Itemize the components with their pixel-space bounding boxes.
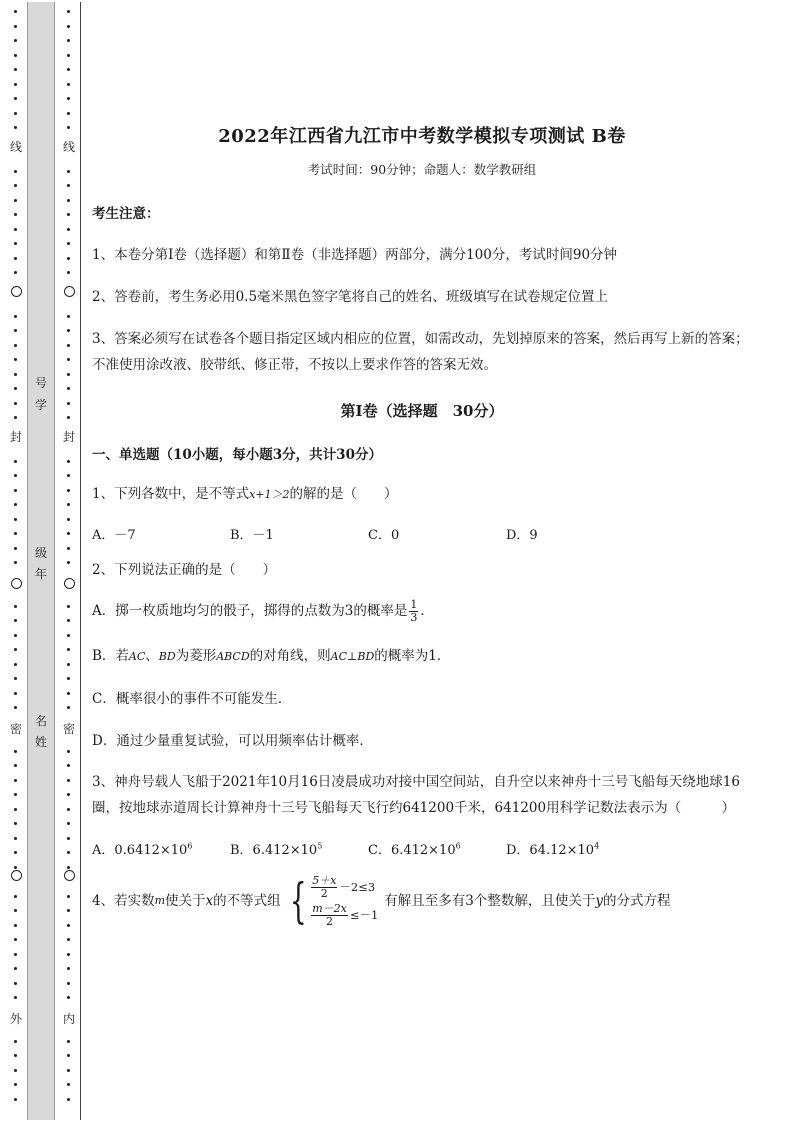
- exam-info: 考试时间：90分钟；命题人：数学教研组: [307, 162, 537, 177]
- margin-dot: [67, 68, 70, 71]
- strip-label-xue: 学: [34, 398, 47, 412]
- margin-dot: [14, 677, 17, 680]
- margin-dot: [14, 54, 17, 57]
- margin-dot: [67, 938, 70, 941]
- inner-dotted-line: [63, 6, 75, 1117]
- margin-dot: [14, 851, 17, 854]
- margin-dot: [67, 822, 70, 825]
- margin-dot: [14, 1054, 17, 1057]
- notice-heading: 考生注意：: [92, 206, 160, 222]
- inner-margin-char: 密: [63, 722, 76, 736]
- margin-dot: [67, 1054, 70, 1057]
- margin-dot: [67, 677, 70, 680]
- binding-hole-icon: [11, 870, 22, 881]
- strip-label-hao: 号: [34, 376, 47, 390]
- notice-item-3: 3、答案必须写在试卷各个题目指定区域内相应的位置，如需改动，先划掉原来的答案，然后再写上新的答案；不准使用涂改液、胶带纸、修正带，不按以上要求作答的答案无效。: [92, 331, 749, 373]
- q2-option-b[interactable]: B．若AC、BD为菱形ABCD的对角线，则AC⊥BD的概率为1．: [92, 648, 451, 664]
- margin-dot: [67, 663, 70, 666]
- margin-dot: [14, 126, 17, 129]
- margin-dot: [67, 1083, 70, 1086]
- binding-hole-icon: [11, 578, 22, 589]
- question-3: 3、神舟号载人飞船于2021年10月16日凌晨成功对接中国空间站，自升空以来神舟十三号飞船每天绕地球16圈，按地球赤道周长计算神舟十三号飞船每天飞行约641200千米，641200用科学记数法表示为（ ）: [92, 774, 740, 816]
- margin-dot: [67, 184, 70, 187]
- margin-dot: [14, 10, 17, 13]
- margin-dot: [14, 213, 17, 216]
- outer-margin-char: 密: [10, 722, 23, 736]
- margin-dot: [14, 953, 17, 956]
- margin-dot: [67, 924, 70, 927]
- margin-dot: [14, 518, 17, 521]
- margin-dot: [14, 387, 17, 390]
- question-2: 2、下列说法正确的是（ ）: [92, 562, 277, 578]
- notice-item-2: 2、答卷前，考生务必用0.5毫米黑色签字笔将自己的姓名、班级填写在试卷规定位置上: [92, 289, 609, 305]
- margin-dot: [14, 503, 17, 506]
- q2-option-a[interactable]: A．掷一枚质地均匀的骰子，掷得的点数为3的概率是 $\frac{1}{3}$ ．: [92, 598, 434, 624]
- margin-dot: [67, 54, 70, 57]
- margin-dot: [14, 271, 17, 274]
- binding-hole-icon: [64, 578, 75, 589]
- margin-dot: [67, 982, 70, 985]
- margin-dot: [67, 416, 70, 419]
- margin-dot: [67, 1098, 70, 1101]
- part-title: 一、单选题（10小题，每小题3分，共计30分）: [92, 447, 382, 463]
- margin-dot: [67, 648, 70, 651]
- margin-dot: [14, 344, 17, 347]
- strip-label-ming: 名: [34, 714, 47, 728]
- margin-dot: [67, 851, 70, 854]
- q2-option-a-text: A．掷一枚质地均匀的骰子，掷得的点数为3的概率是: [92, 603, 408, 619]
- binding-hole-icon: [64, 870, 75, 881]
- margin-dot: [67, 518, 70, 521]
- inner-margin-char: 内: [63, 1012, 76, 1026]
- margin-dot: [67, 39, 70, 42]
- margin-dot: [67, 257, 70, 260]
- margin-dot: [67, 387, 70, 390]
- margin-dot: [67, 634, 70, 637]
- margin-dot: [14, 1098, 17, 1101]
- inner-margin-char: 封: [63, 430, 76, 444]
- margin-dot: [14, 184, 17, 187]
- margin-dot: [14, 663, 17, 666]
- notice-item-1: 1、本卷分第Ⅰ卷（选择题）和第Ⅱ卷（非选择题）两部分，满分100分，考试时间90分钟: [92, 247, 618, 263]
- exam-content: [92, 118, 752, 928]
- margin-dot: [14, 83, 17, 86]
- margin-dot: [67, 793, 70, 796]
- margin-dot: [67, 358, 70, 361]
- margin-dot: [67, 112, 70, 115]
- margin-dot: [14, 750, 17, 753]
- margin-dot: [14, 967, 17, 970]
- margin-dot: [14, 634, 17, 637]
- question-1: [92, 481, 752, 508]
- q2-option-d[interactable]: D．通过少量重复试验，可以用频率估计概率．: [92, 733, 373, 749]
- q1-option-d[interactable]: D．9: [506, 528, 538, 543]
- q1-stem-a: 1、下列各数中，是不等式: [92, 486, 250, 502]
- margin-dot: [14, 39, 17, 42]
- margin-dot: [67, 170, 70, 173]
- margin-dot: [14, 68, 17, 71]
- margin-dot: [67, 692, 70, 695]
- margin-dot: [14, 648, 17, 651]
- margin-dot: [14, 489, 17, 492]
- margin-dot: [67, 126, 70, 129]
- q1-expression: x+1＞2: [249, 488, 290, 501]
- margin-dot: [14, 460, 17, 463]
- margin-dot: [67, 750, 70, 753]
- q1-option-b[interactable]: B．－1: [230, 528, 274, 543]
- q3-option-d[interactable]: D．$64.12\times 10^4$: [506, 841, 600, 858]
- margin-dot: [14, 808, 17, 811]
- margin-dot: [67, 967, 70, 970]
- binding-hole-icon: [64, 286, 75, 297]
- page-title: 2022年江西省九江市中考数学模拟专项测试 B卷: [218, 126, 626, 147]
- margin-dot: [67, 866, 70, 869]
- margin-dot: [14, 112, 17, 115]
- outer-margin-char: 外: [10, 1012, 23, 1026]
- q3-option-a[interactable]: A．$0.6412\times 10^6$: [92, 841, 193, 858]
- margin-dot: [14, 1040, 17, 1043]
- strip-label-ji: 级: [34, 546, 47, 560]
- margin-dot: [14, 315, 17, 318]
- margin-dot: [67, 271, 70, 274]
- margin-dot: [67, 83, 70, 86]
- margin-dot: [14, 982, 17, 985]
- q1-options: [92, 524, 752, 543]
- margin-dot: [67, 460, 70, 463]
- margin-dot: [14, 228, 17, 231]
- margin-dot: [14, 895, 17, 898]
- margin-dot: [14, 866, 17, 869]
- strip-label-nian: 年: [34, 567, 47, 581]
- margin-dot: [14, 822, 17, 825]
- q1-stem-b: 的解的是（ ）: [289, 486, 398, 502]
- margin-dot: [67, 619, 70, 622]
- margin-dot: [14, 779, 17, 782]
- binding-hole-icon: [11, 286, 22, 297]
- margin-dot: [67, 373, 70, 376]
- margin-dot: [67, 315, 70, 318]
- margin-dot: [67, 779, 70, 782]
- margin-dot: [14, 1083, 17, 1086]
- margin-dot: [67, 561, 70, 564]
- margin-dot: [67, 503, 70, 506]
- inner-margin-char: 线: [63, 140, 76, 154]
- margin-dot: [14, 605, 17, 608]
- inequality-system: [283, 874, 379, 928]
- margin-dot: [14, 619, 17, 622]
- margin-dot: [14, 793, 17, 796]
- margin-dot: [14, 561, 17, 564]
- student-info-strip: [27, 2, 55, 1120]
- margin-dot: [14, 692, 17, 695]
- margin-dot: [67, 199, 70, 202]
- margin-dot: [14, 996, 17, 999]
- margin-dot: [67, 605, 70, 608]
- strip-label-xing: 姓: [34, 735, 47, 749]
- margin-dot: [67, 25, 70, 28]
- margin-dot: [14, 358, 17, 361]
- q3-option-b[interactable]: B．$6.412\times 10^5$: [230, 841, 323, 858]
- q2-option-c[interactable]: C．概率很小的事件不可能发生．: [92, 691, 292, 707]
- margin-dot: [67, 996, 70, 999]
- margin-dot: [67, 242, 70, 245]
- margin-dot: [14, 532, 17, 535]
- margin-dot: [67, 706, 70, 709]
- margin-dot: [14, 547, 17, 550]
- left-brace-icon: {: [289, 873, 307, 929]
- margin-dot: [14, 373, 17, 376]
- margin-dot: [14, 474, 17, 477]
- q3-options: [92, 839, 752, 858]
- margin-dot: [14, 924, 17, 927]
- margin-dot: [67, 228, 70, 231]
- margin-dot: [14, 242, 17, 245]
- fraction-one-third: $\frac{1}{3}$: [410, 598, 418, 624]
- margin-dot: [67, 329, 70, 332]
- margin-dot: [67, 547, 70, 550]
- outer-dotted-line: [10, 6, 22, 1117]
- margin-dot: [14, 402, 17, 405]
- margin-dot: [67, 1069, 70, 1072]
- margin-dot: [67, 532, 70, 535]
- margin-dot: [14, 764, 17, 767]
- margin-dot: [14, 938, 17, 941]
- margin-dot: [14, 199, 17, 202]
- margin-dot: [67, 213, 70, 216]
- outer-margin-char: 线: [10, 140, 23, 154]
- margin-dot: [14, 909, 17, 912]
- margin-dot: [67, 895, 70, 898]
- margin-dot: [67, 837, 70, 840]
- margin-dot: [67, 764, 70, 767]
- margin-dot: [14, 170, 17, 173]
- margin-dot: [67, 344, 70, 347]
- margin-dot: [14, 1069, 17, 1072]
- margin-dot: [14, 329, 17, 332]
- inequality-2: $\frac{m-2x}{2}$ ≤－1: [312, 901, 379, 928]
- margin-dot: [14, 706, 17, 709]
- margin-dot: [14, 257, 17, 260]
- margin-dot: [67, 1040, 70, 1043]
- margin-dot: [67, 489, 70, 492]
- binding-rule: [80, 2, 81, 1120]
- q3-option-c[interactable]: C．$6.412\times 10^6$: [368, 841, 461, 858]
- margin-dot: [67, 10, 70, 13]
- margin-dot: [67, 474, 70, 477]
- margin-dot: [67, 808, 70, 811]
- question-4: 4、若实数 m 使关于 x 的不等式组 { $\frac{5+x}{2}$ －2≤3 $\frac{m-2x}{2}$ ≤－1 有解且至多有3个整数解，且使关于 y 的分式方程: [92, 873, 671, 929]
- inequality-1: $\frac{5+x}{2}$ －2≤3: [312, 873, 376, 900]
- section-title: 第Ⅰ卷（选择题 30分）: [340, 402, 504, 420]
- q1-option-a[interactable]: A．－7: [92, 528, 136, 543]
- margin-dot: [67, 909, 70, 912]
- q1-option-c[interactable]: C．0: [368, 528, 400, 543]
- outer-margin-char: 封: [10, 430, 23, 444]
- margin-dot: [67, 402, 70, 405]
- margin-dot: [14, 837, 17, 840]
- margin-dot: [14, 416, 17, 419]
- margin-dot: [67, 953, 70, 956]
- margin-dot: [14, 97, 17, 100]
- margin-dot: [14, 25, 17, 28]
- margin-dot: [67, 97, 70, 100]
